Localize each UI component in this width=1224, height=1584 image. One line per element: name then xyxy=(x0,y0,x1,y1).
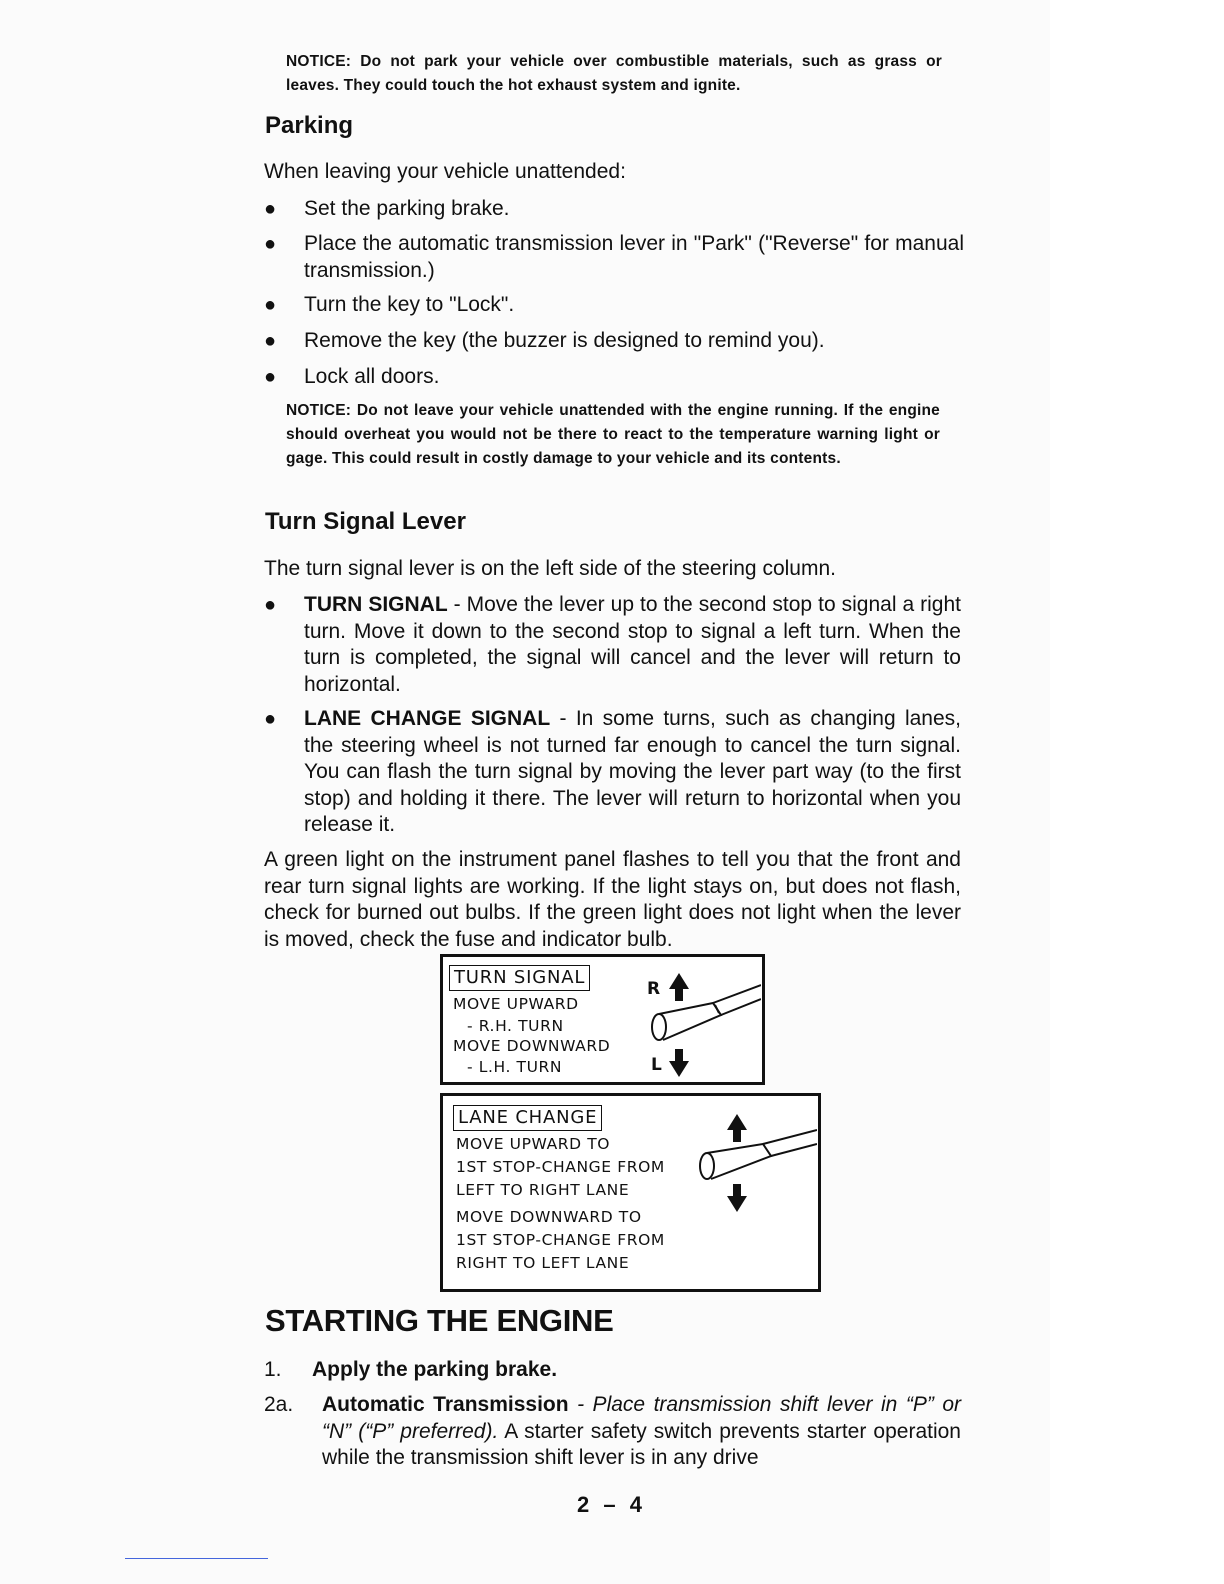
step-item: 1. Apply the parking brake. xyxy=(264,1357,964,1385)
notice-exhaust xyxy=(286,50,942,98)
bullet-icon: ● xyxy=(264,366,277,388)
green-light-paragraph: A green light on the instrument panel flashes to tell you that the front and rear turn signal lights are working. If the light stays on, but does not flash, check for burned out bulbs. If the green light does not light when the lever is moved, check the fuse and indicator bulb. xyxy=(264,848,961,951)
lane-change-lever-illustration xyxy=(697,1106,817,1216)
arrow-down-icon xyxy=(727,1184,747,1212)
list-item: ● LANE CHANGE SIGNAL - In some turns, such as changing lanes, the steering wheel is not turned far enough to cancel the turn signal. You can flash the turn signal by moving the lever part way (to the first stop) and holding it there. The lever will return to horizontal when you release it. xyxy=(264,707,961,836)
page-number: 2 – 4 xyxy=(577,1492,646,1517)
bullet-icon: ● xyxy=(264,198,277,220)
bullet-icon: ● xyxy=(264,594,277,616)
list-item: ● TURN SIGNAL - Move the lever up to the second stop to signal a right turn. Move it down to the second stop to signal a left turn. When the turn is completed, the signal will cancel and the lever will return to horizontal. xyxy=(264,593,961,696)
list-item: ● Set the parking brake. xyxy=(264,196,964,224)
lane-change-diagram: LANE CHANGE MOVE UPWARD TO 1ST STOP-CHANGE FROM LEFT TO RIGHT LANE MOVE DOWNWARD TO 1ST STOP-CHANGE FROM RIGHT TO LEFT LANE xyxy=(440,1093,821,1292)
step-number: 2a. xyxy=(264,1393,294,1416)
section-heading-turn-signal: Turn Signal Lever xyxy=(265,508,466,535)
step-number: 1. xyxy=(264,1358,282,1381)
notice-text: Do not park your vehicle over combustible materials, such as grass or leaves. They could touch the hot exhaust system and ignite. xyxy=(286,53,942,94)
list-item: ● Turn the key to "Lock". xyxy=(264,292,964,320)
bullet-icon: ● xyxy=(264,330,277,352)
turn-signal-lever-illustration xyxy=(643,965,761,1081)
bullet-icon: ● xyxy=(264,294,277,316)
lever-icon xyxy=(700,1130,817,1179)
section-heading-parking: Parking xyxy=(265,112,354,139)
notice-text: Do not leave your vehicle unattended with the engine running. If the engine should overheat you would not be there to react to the temperature warning light or gage. This could result in costly damage to your vehicle and its contents. xyxy=(286,402,940,467)
turn-signal-intro: The turn signal lever is on the left side of the steering column. xyxy=(264,557,836,580)
lever-icon xyxy=(652,985,761,1040)
bullet-label: TURN SIGNAL xyxy=(304,593,448,616)
bullet-icon: ● xyxy=(264,708,277,730)
arrow-down-icon xyxy=(669,1049,689,1077)
diagram-title: LANE CHANGE xyxy=(453,1105,602,1131)
left-turn-label: L xyxy=(651,1055,663,1075)
section-heading-starting-engine: STARTING THE ENGINE xyxy=(265,1303,614,1338)
step-item: 2a. Automatic Transmission - Place transmission shift lever in “P” or “N” (“P” preferred). A starter safety switch prevents starter operation while the transmission shift lever is in any drive xyxy=(264,1393,962,1469)
right-turn-label: R xyxy=(647,979,661,999)
footer-divider xyxy=(125,1558,268,1559)
notice-label: NOTICE: xyxy=(286,53,352,70)
parking-intro: When leaving your vehicle unattended: xyxy=(264,160,626,183)
arrow-up-icon xyxy=(669,973,689,1001)
bullet-label: LANE CHANGE SIGNAL xyxy=(304,707,551,730)
list-item: ● Lock all doors. xyxy=(264,364,964,392)
notice-engine-running xyxy=(286,399,940,471)
list-item: ● Place the automatic transmission lever in "Park" ("Reverse" for manual transmission.) xyxy=(264,232,964,282)
diagram-title: TURN SIGNAL xyxy=(449,965,590,991)
notice-label: NOTICE: xyxy=(286,402,352,419)
turn-signal-diagram: TURN SIGNAL MOVE UPWARD - R.H. TURN MOVE DOWNWARD - L.H. TURN R L xyxy=(440,954,765,1085)
bullet-icon: ● xyxy=(264,233,277,255)
arrow-up-icon xyxy=(727,1114,747,1142)
list-item: ● Remove the key (the buzzer is designed to remind you). xyxy=(264,328,964,356)
